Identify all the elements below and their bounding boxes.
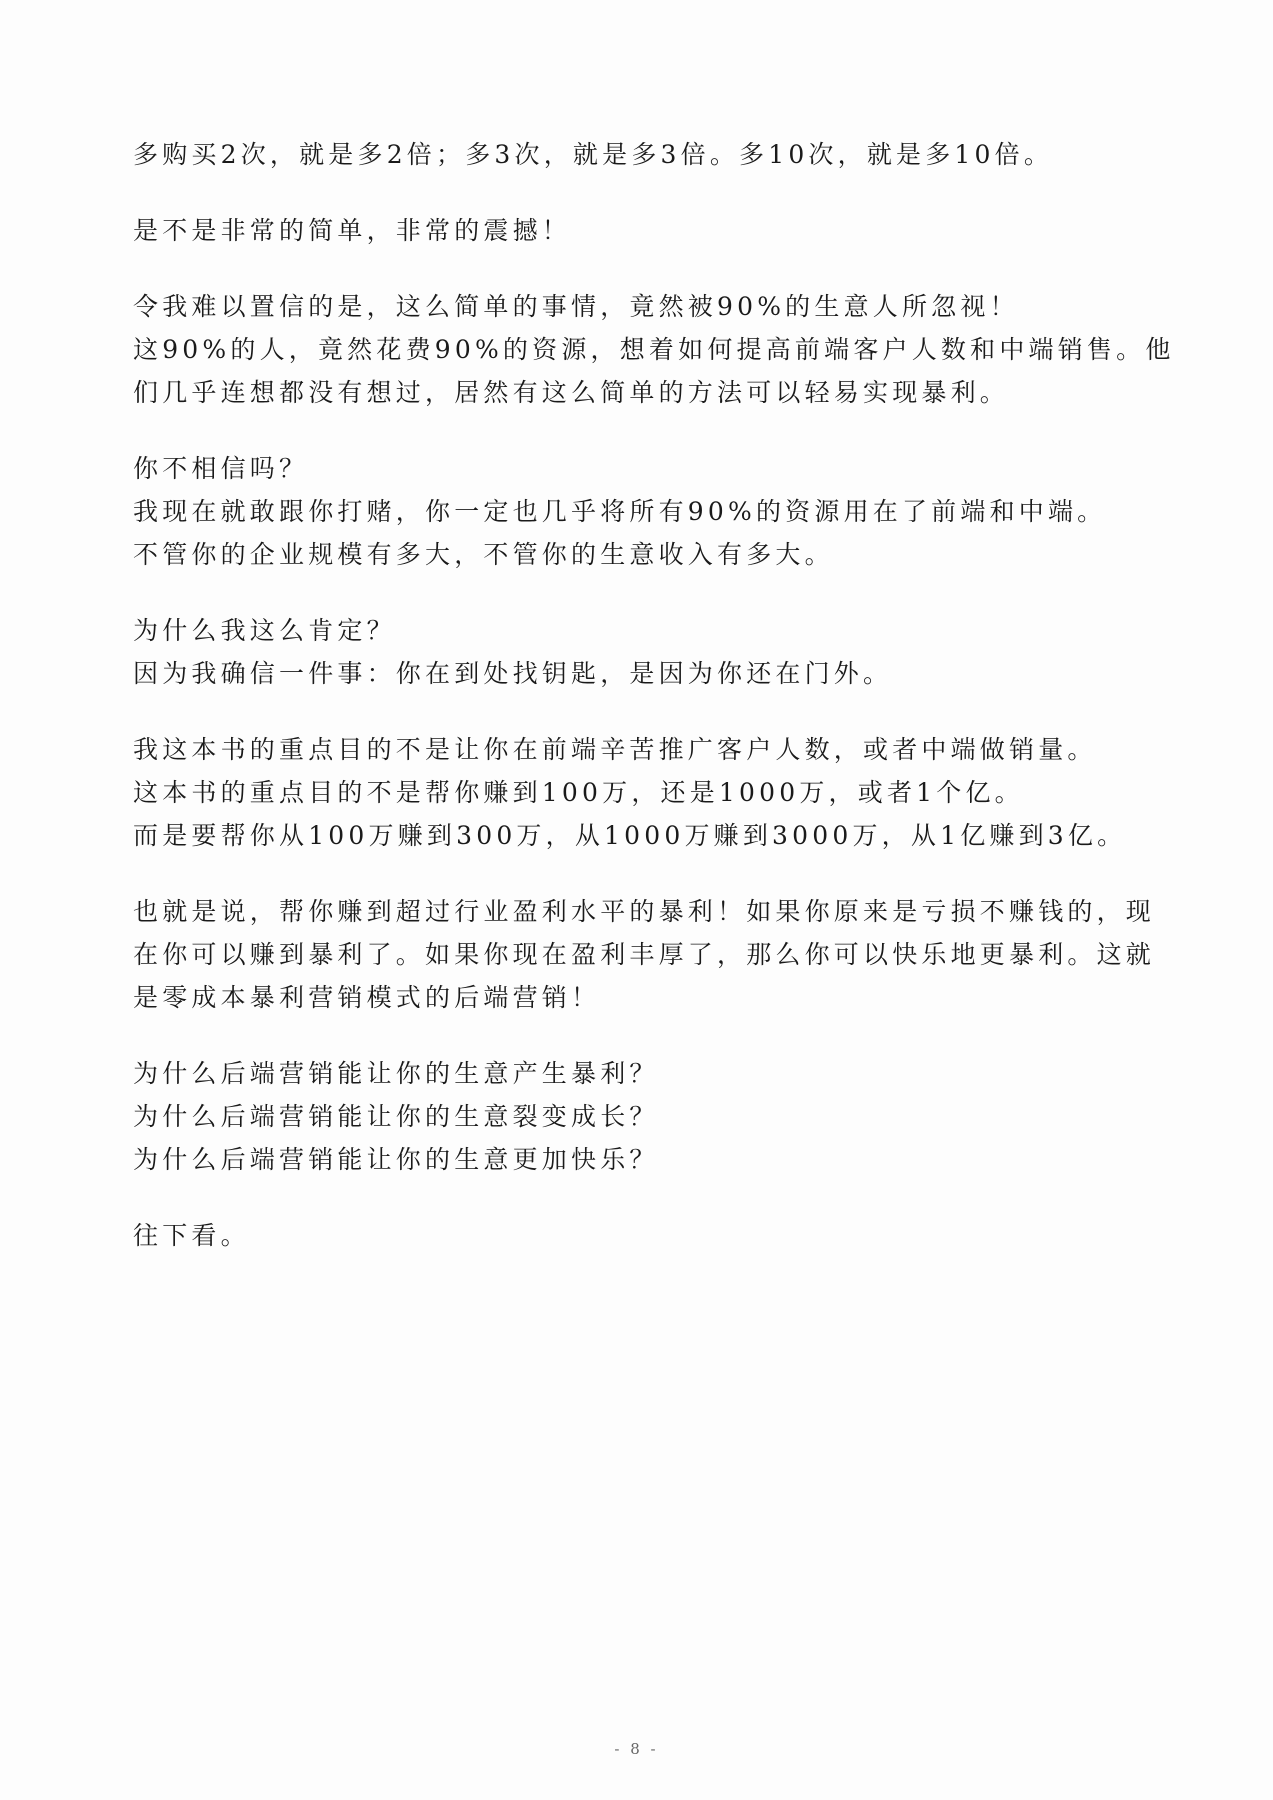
paragraph [133,209,1173,252]
text-line: 往下看。 [133,1221,250,1250]
text-line: 令我难以置信的是，这么简单的事情，竟然被90%的生意人所忽视！ [133,292,1019,321]
text-line: 们几乎连想都没有想过，居然有这么简单的方法可以轻易实现暴利。 [133,378,1010,407]
text-line: 是不是非常的简单，非常的震撼！ [133,216,572,245]
page-number: - 8 - [614,1740,659,1758]
paragraph [133,609,1173,695]
text-line: 也就是说，帮你赚到超过行业盈利水平的暴利！如果你原来是亏损不赚钱的，现 [133,897,1156,926]
text-line: 因为我确信一件事：你在到处找钥匙，是因为你还在门外。 [133,659,893,688]
paragraph [133,285,1173,414]
text-line: 为什么后端营销能让你的生意裂变成长？ [133,1102,659,1131]
text-line: 为什么后端营销能让你的生意产生暴利？ [133,1059,659,1088]
paragraph [133,728,1173,857]
text-line: 不管你的企业规模有多大，不管你的生意收入有多大。 [133,540,834,569]
text-line: 我这本书的重点目的不是让你在前端辛苦推广客户人数，或者中端做销量。 [133,735,1097,764]
paragraph [133,1214,1173,1257]
paragraph [133,447,1173,576]
paragraph [133,890,1173,1019]
text-line: 为什么我这么肯定？ [133,616,396,645]
text-line: 我现在就敢跟你打赌，你一定也几乎将所有90%的资源用在了前端和中端。 [133,497,1107,526]
paragraph [133,133,1173,176]
paragraph [133,1052,1173,1181]
text-line: 你不相信吗？ [133,454,309,483]
text-line: 这本书的重点目的不是帮你赚到100万，还是1000万，或者1个亿。 [133,778,1024,807]
text-line: 为什么后端营销能让你的生意更加快乐？ [133,1145,659,1174]
text-line: 而是要帮你从100万赚到300万，从1000万赚到3000万，从1亿赚到3亿。 [133,821,1127,850]
page-body [133,133,1173,1290]
text-line: 是零成本暴利营销模式的后端营销！ [133,983,601,1012]
text-line: 在你可以赚到暴利了。如果你现在盈利丰厚了，那么你可以快乐地更暴利。这就 [133,940,1156,969]
text-line: 这90%的人，竟然花费90%的资源，想着如何提高前端客户人数和中端销售。他 [133,335,1175,364]
text-line: 多购买2次，就是多2倍；多3次，就是多3倍。多10次，就是多10倍。 [133,140,1054,169]
